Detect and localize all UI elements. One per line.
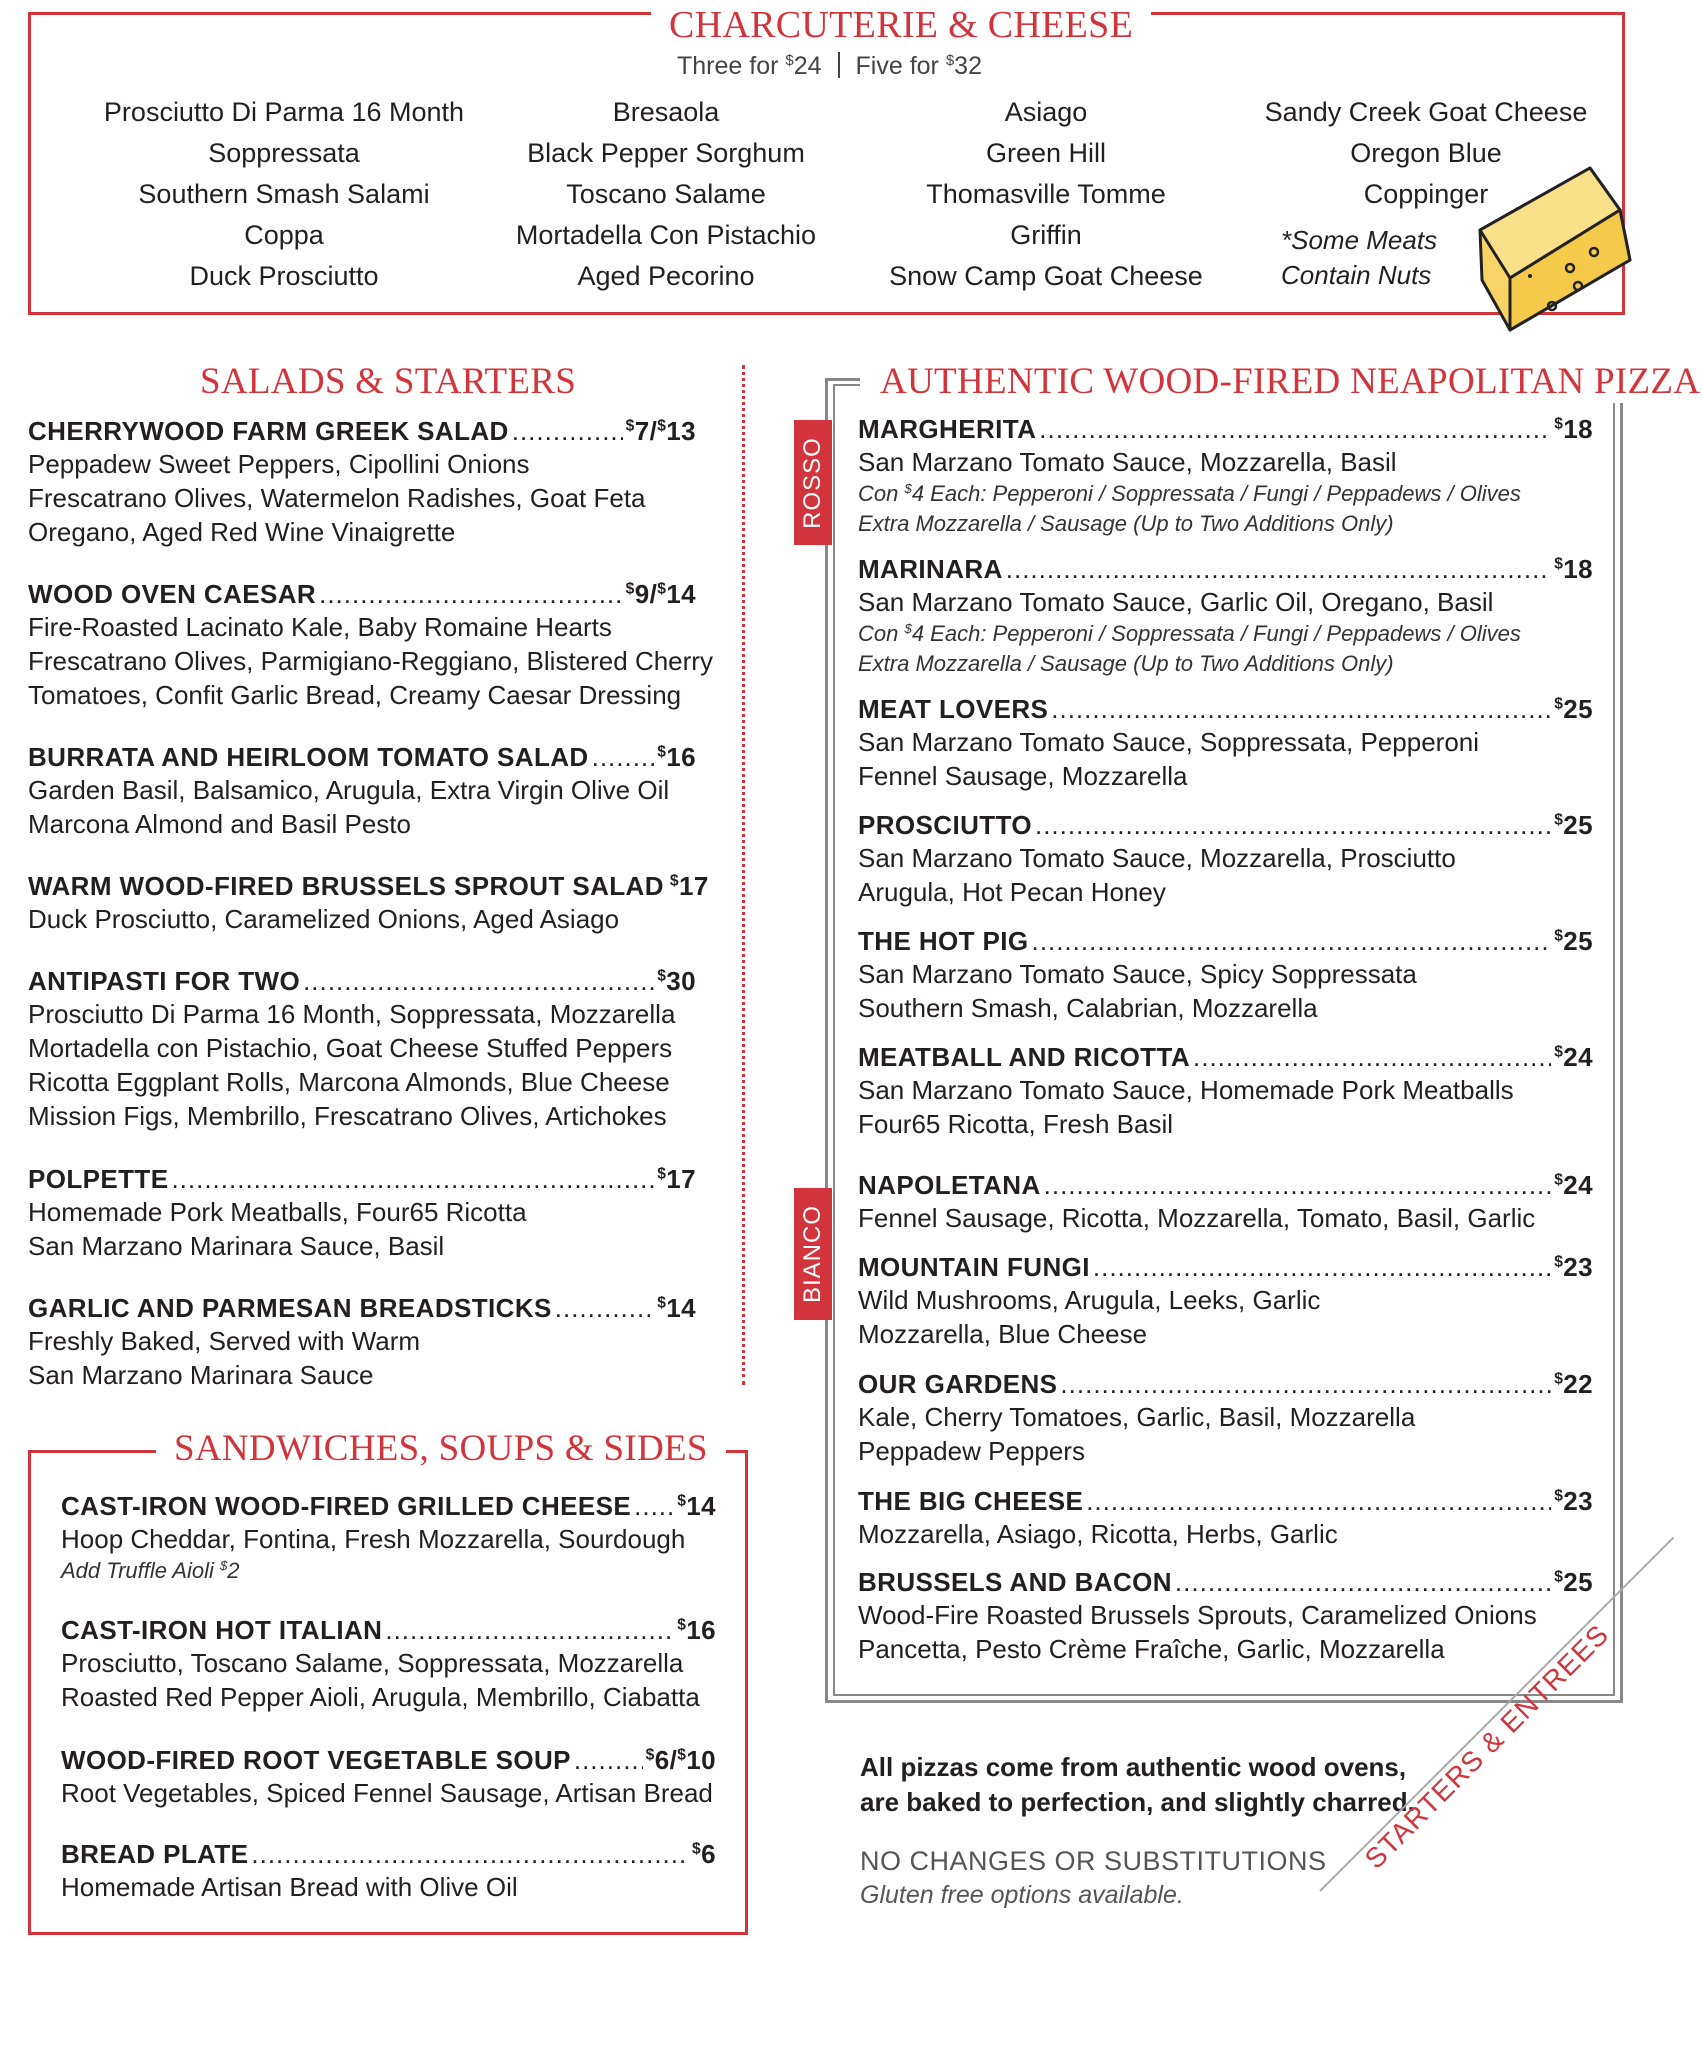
list-item: Soppressata — [208, 138, 360, 168]
list-item: Mortadella Con Pistachio — [515, 220, 817, 250]
list-item: Black Pepper Sorghum — [527, 138, 805, 168]
page-corner-label: STARTERS & ENTREES — [1358, 1618, 1615, 1875]
menu-item: ANTIPASTI FOR TWO ..... $30 Prosciutto Di Parma 16 Month, Soppressata, Mozzarella Mortadella con Pistachio, Goat Cheese Stuffed Peppers Ricotta Eggplant Rolls, Marcona Almonds, Blue Cheese Mission Figs, Membrillo, Frescatrano Olives, Artichokes — [28, 966, 696, 1133]
menu-item: CHERRYWOOD FARM GREEK SALAD ..... $7/$13 Peppadew Sweet Peppers, Cipollini Onions Frescatrano Olives, Watermelon Radishes, Goat Feta Oregano, Aged Red Wine Vinaigrette — [28, 416, 696, 549]
menu-item: THE HOT PIG ..... $25 San Marzano Tomato Sauce, Spicy Soppressata Southern Smash, Calabrian, Mozzarella — [858, 926, 1593, 1025]
menu-item: WOOD-FIRED ROOT VEGETABLE SOUP ..... $6/$10 Root Vegetables, Spiced Fennel Sausage, Artisan Bread — [61, 1745, 716, 1810]
list-item: Prosciutto Di Parma 16 Month — [103, 97, 465, 127]
charcuterie-pricing: Three for $24 Five for $32 — [677, 52, 982, 80]
nuts-note: *Some Meats Contain Nuts — [1281, 225, 1438, 290]
sandwiches-heading: SANDWICHES, SOUPS & SIDES — [156, 1427, 726, 1470]
menu-item: MARINARA ..... $18 San Marzano Tomato Sauce, Garlic Oil, Oregano, Basil Con $4 Each: Pepperoni / Soppressata / Fungi / Peppadews / Olives Extra Mozzarella / Sausage (Up to Two Additions Only) — [858, 554, 1593, 679]
menu-item: NAPOLETANA ..... $24 Fennel Sausage, Ricotta, Mozzarella, Tomato, Basil, Garlic — [858, 1170, 1593, 1235]
salads-heading: SALADS & STARTERS — [200, 361, 577, 402]
charcuterie-column-1 — [94, 92, 474, 297]
list-item: Aged Pecorino — [577, 261, 755, 291]
list-item: Coppinger — [1363, 179, 1489, 209]
menu-item: POLPETTE ..... $17 Homemade Pork Meatballs, Four65 Ricotta San Marzano Marinara Sauce, Basil — [28, 1164, 696, 1263]
menu-item: GARLIC AND PARMESAN BREADSTICKS ..... $14 Freshly Baked, Served with Warm San Marzano Marinara Sauce — [28, 1293, 696, 1392]
gluten-free-note: Gluten free options available. — [860, 1881, 1184, 1909]
bianco-tab: BIANCO — [794, 1188, 832, 1320]
menu-item: MEAT LOVERS ..... $25 San Marzano Tomato Sauce, Soppressata, Pepperoni Fennel Sausage, Mozzarella — [858, 694, 1593, 793]
column-divider — [742, 365, 745, 1385]
menu-item: CAST-IRON HOT ITALIAN ..... $16 Prosciutto, Toscano Salame, Soppressata, Mozzarella Roasted Red Pepper Aioli, Arugula, Membrillo, Ciabatta — [61, 1615, 716, 1714]
list-item: Asiago — [1004, 97, 1088, 127]
sandwiches-section — [28, 1428, 748, 1935]
list-item: Thomasville Tomme — [926, 179, 1166, 209]
menu-item: BREAD PLATE ..... $6 Homemade Artisan Bread with Olive Oil — [61, 1839, 716, 1904]
charcuterie-heading: CHARCUTERIE & CHEESE — [651, 3, 1151, 47]
menu-item: BURRATA AND HEIRLOOM TOMATO SALAD ..... $16 Garden Basil, Balsamico, Arugula, Extra Virgin Olive Oil Marcona Almond and Basil Pesto — [28, 742, 696, 841]
list-item: Oregon Blue — [1350, 138, 1502, 168]
menu-item: OUR GARDENS ..... $22 Kale, Cherry Tomatoes, Garlic, Basil, Mozzarella Peppadew Peppers — [858, 1369, 1593, 1468]
list-item: Snow Camp Goat Cheese — [889, 261, 1203, 291]
rosso-tab: ROSSO — [794, 420, 832, 545]
cheese-wedge-icon — [1470, 160, 1655, 335]
list-item: Sandy Creek Goat Cheese — [1264, 97, 1588, 127]
list-item: Southern Smash Salami — [138, 179, 430, 209]
menu-item: THE BIG CHEESE ..... $23 Mozzarella, Asiago, Ricotta, Herbs, Garlic — [858, 1486, 1593, 1551]
charcuterie-column-2 — [476, 92, 856, 297]
no-changes-notice: NO CHANGES OR SUBSTITUTIONS — [860, 1846, 1327, 1876]
menu-item: MOUNTAIN FUNGI ..... $23 Wild Mushrooms, Arugula, Leeks, Garlic Mozzarella, Blue Cheese — [858, 1252, 1593, 1351]
list-item: Toscano Salame — [566, 179, 766, 209]
menu-item: MEATBALL AND RICOTTA ..... $24 San Marzano Tomato Sauce, Homemade Pork Meatballs Four65 Ricotta, Fresh Basil — [858, 1042, 1593, 1141]
menu-item: CAST-IRON WOOD-FIRED GRILLED CHEESE ..... $14 Hoop Cheddar, Fontina, Fresh Mozzarella, Sourdough Add Truffle Aioli $2 — [61, 1491, 716, 1586]
menu-item: WOOD OVEN CAESAR ..... $9/$14 Fire-Roasted Lacinato Kale, Baby Romaine Hearts Frescatrano Olives, Parmigiano-Reggiano, Blistered Cherry Tomatoes, Confit Garlic Bread, Creamy Caesar Dressing — [28, 579, 696, 712]
list-item: Coppa — [244, 220, 324, 250]
menu-item: MARGHERITA ..... $18 San Marzano Tomato Sauce, Mozzarella, Basil Con $4 Each: Pepperoni / Soppressata / Fungi / Peppadews / Olives Extra Mozzarella / Sausage (Up to Two Additions Only) — [858, 414, 1593, 539]
list-item: Green Hill — [985, 138, 1107, 168]
list-item: Griffin — [1010, 220, 1082, 250]
list-item: Duck Prosciutto — [189, 261, 379, 291]
pizza-heading: AUTHENTIC WOOD-FIRED NEAPOLITAN PIZZA — [860, 360, 1702, 403]
charcuterie-section — [28, 4, 1625, 315]
menu-item: BRUSSELS AND BACON ..... $25 Wood-Fire Roasted Brussels Sprouts, Caramelized Onions Pancetta, Pesto Crème Fraîche, Garlic, Mozzarella — [858, 1567, 1593, 1666]
pizza-footer-note: All pizzas come from authentic wood ovens, are baked to perfection, and slightly charred. — [860, 1752, 1415, 1817]
menu-item: PROSCIUTTO ..... $25 San Marzano Tomato Sauce, Mozzarella, Prosciutto Arugula, Hot Pecan Honey — [858, 810, 1593, 909]
pricing-divider — [838, 52, 840, 78]
menu-item: WARM WOOD-FIRED BRUSSELS SPROUT SALAD $17 Duck Prosciutto, Caramelized Onions, Aged Asiago — [28, 871, 709, 934]
charcuterie-column-3 — [856, 92, 1236, 297]
list-item: Bresaola — [612, 97, 720, 127]
